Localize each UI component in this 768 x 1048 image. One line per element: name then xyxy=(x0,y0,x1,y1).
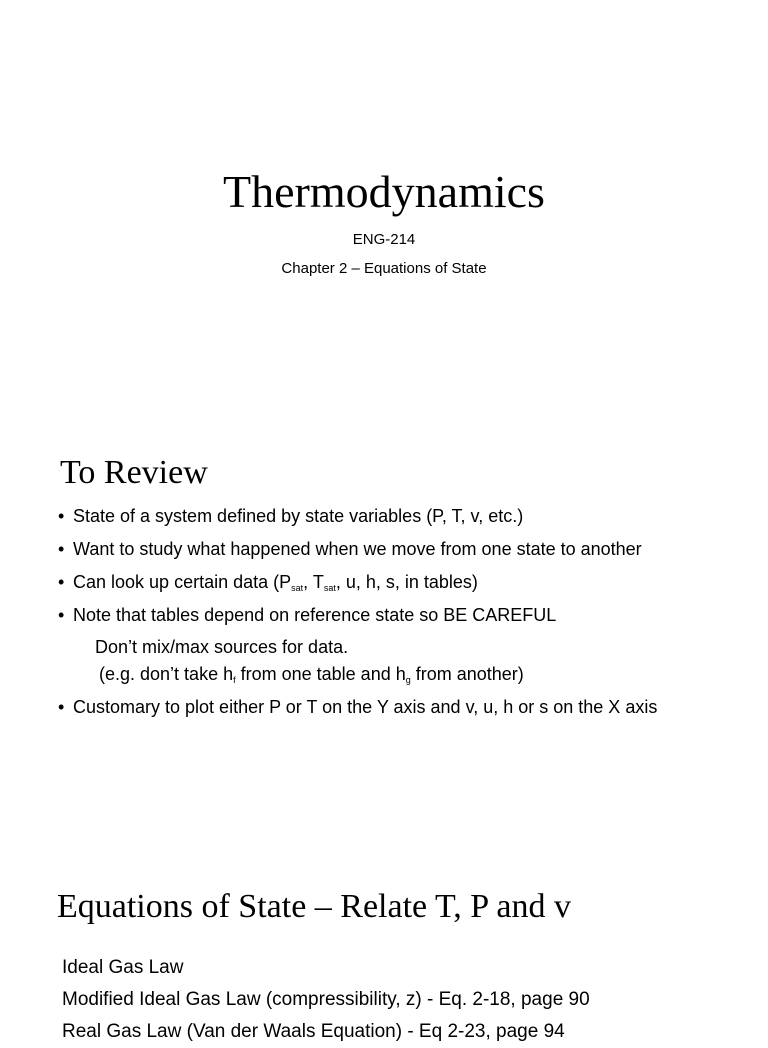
bullet-text: State of a system defined by state variables (P, T, v, etc.) xyxy=(73,506,524,526)
subscript: f xyxy=(233,675,236,685)
review-bullet-lookup xyxy=(57,571,757,593)
bullet-text: , T xyxy=(303,572,324,592)
bullet-text: Want to study what happened when we move from one state to another xyxy=(73,539,642,559)
eos-list xyxy=(62,952,590,1048)
bullet-subline-example xyxy=(73,663,757,685)
bullet-text: , u, h, s, in tables) xyxy=(335,572,478,592)
bullet-text: from another) xyxy=(410,664,524,684)
review-heading: To Review xyxy=(60,454,208,491)
review-bullet-study xyxy=(57,538,757,560)
bullet-text: (e.g. don’t take h xyxy=(99,664,234,684)
bullet-text: from one table and h xyxy=(235,664,406,684)
review-bullet-plot xyxy=(57,696,757,718)
eos-heading: Equations of State – Relate T, P and v xyxy=(57,888,572,925)
slide-title: Thermodynamics xyxy=(223,166,545,217)
subscript: sat xyxy=(323,583,336,593)
subscript: g xyxy=(405,675,411,685)
review-bullet-tables xyxy=(57,604,757,685)
bullet-text: • Note that tables depend on reference state so BE CAREFUL xyxy=(73,605,557,625)
eos-item-real-gas: Real Gas Law (Van der Waals Equation) - Eq 2-23, page 94 xyxy=(62,1021,565,1042)
bullet-text: Can look up certain data (P xyxy=(73,572,292,592)
eos-item-ideal-gas: Ideal Gas Law xyxy=(62,957,184,978)
bullet-subline: Don’t mix/max sources for data. xyxy=(95,637,349,657)
review-bullet-state xyxy=(57,505,757,527)
review-bullet-list xyxy=(57,505,757,729)
bullet-text: Customary to plot either P or T on the Y axis and v, u, h or s on the X axis xyxy=(73,697,658,717)
eos-item-modified-ideal-gas: Modified Ideal Gas Law (compressibility, z) - Eq. 2-18, page 90 xyxy=(62,989,590,1010)
subscript: sat xyxy=(291,583,304,593)
chapter-subtitle: Chapter 2 – Equations of State xyxy=(281,260,487,277)
course-code: ENG-214 xyxy=(352,231,416,248)
